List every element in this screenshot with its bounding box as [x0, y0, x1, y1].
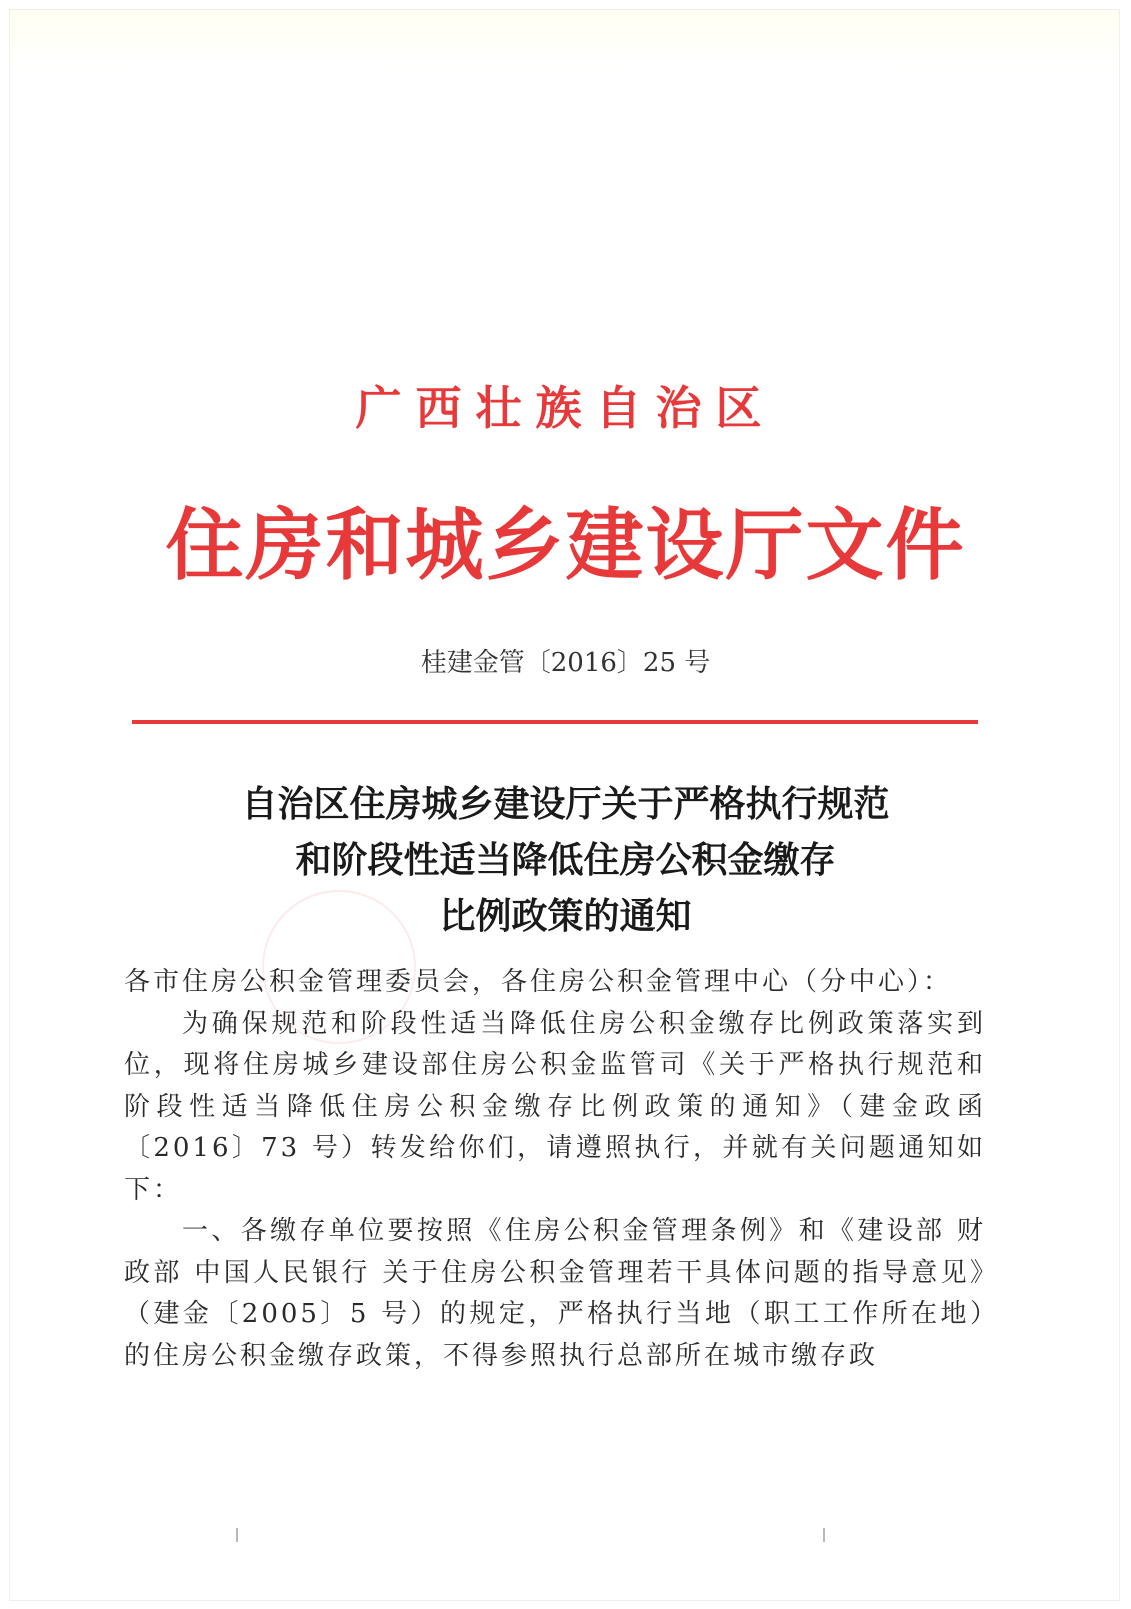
- body-paragraph: 为确保规范和阶段性适当降低住房公积金缴存比例政策落实到位，现将住房城乡建设部住房公积金监管司《关于严格执行规范和阶段性适当降低住房公积金缴存比例政策的通知》（建金政函〔2016〕73 号）转发给你们，请遵照执行，并就有关问题通知如下：: [124, 1008, 986, 1205]
- salutation: 各市住房公积金管理委员会，各住房公积金管理中心（分中心）：: [124, 967, 953, 997]
- title-line: 自治区住房城乡建设厅关于严格执行规范: [241, 783, 890, 825]
- document-title: [0, 776, 1131, 944]
- scan-mark: [823, 1528, 825, 1542]
- red-divider: [132, 720, 978, 724]
- scan-mark: [236, 1528, 238, 1542]
- title-line: 和阶段性适当降低住房公积金缴存: [295, 839, 836, 881]
- document-body: [124, 962, 986, 1377]
- title-line: 比例政策的通知: [439, 895, 692, 937]
- issuer-document-heading: 住房和城乡建设厅文件: [165, 500, 966, 591]
- issuer-region: 广西壮族自治区: [355, 381, 776, 435]
- body-paragraph: 一、各缴存单位要按照《住房公积金管理条例》和《建设部 财政部 中国人民银行 关于住房公积金管理若干具体问题的指导意见》（建金〔2005〕5 号）的规定，严格执行当地（职工工作所在地）的住房公积金缴存政策，不得参照执行总部所在城市缴存政: [124, 1216, 986, 1371]
- document-number: 桂建金管〔2016〕25 号: [420, 648, 711, 678]
